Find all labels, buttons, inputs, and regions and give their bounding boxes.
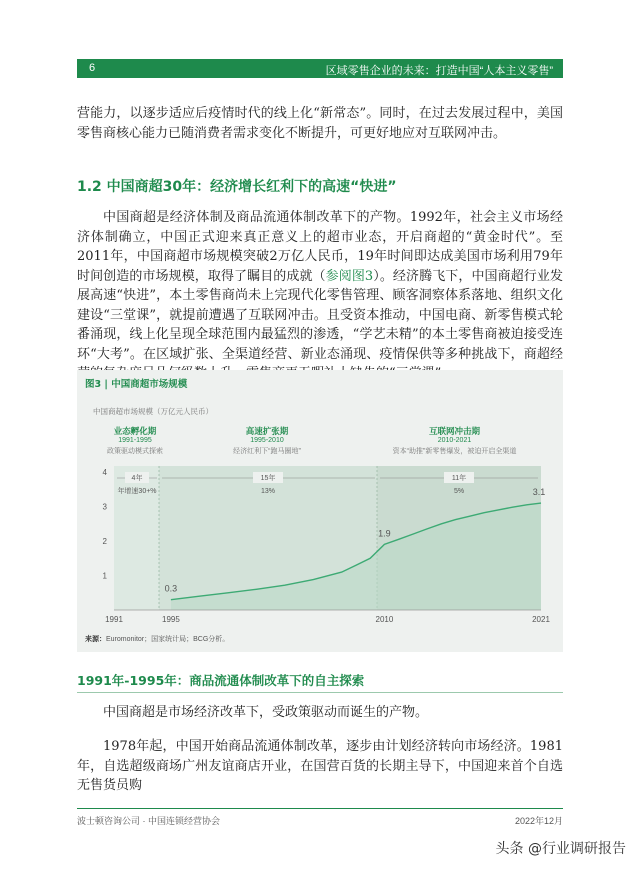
subsection-underline xyxy=(77,692,563,693)
watermark: 头条 @行业调研报告 xyxy=(495,841,626,857)
phase-1-desc: 政策驱动模式探索 xyxy=(107,448,163,455)
phase-2-duration: 15年 xyxy=(260,475,276,482)
phase-2-growth: 13% xyxy=(260,488,276,495)
x-tick-label: 1995 xyxy=(162,615,180,624)
x-tick-label: 2021 xyxy=(532,615,550,624)
header-title: 区域零售企业的未来：打造中国“人本主义零售” xyxy=(325,65,553,77)
y-tick-label: 4 xyxy=(102,468,107,477)
source-text: Euromonitor；国家统计局；BCG分析。 xyxy=(106,636,230,643)
figure-title: 图3 | 中国商超市场规模 xyxy=(85,379,188,390)
figure-source xyxy=(85,634,229,644)
x-axis-ticks xyxy=(105,615,550,624)
sub-paragraph-1: 中国商超是市场经济改革下，受政策驱动而诞生的产物。 xyxy=(103,705,429,720)
phase-3-growth: 5% xyxy=(453,488,465,495)
phase-3-name: 互联网冲击期 xyxy=(428,426,480,436)
phase-1-duration: 4年 xyxy=(131,475,143,482)
footer-divider xyxy=(77,808,563,809)
market-size-figure xyxy=(77,370,563,652)
y-axis-label: 中国商超市场规模（万亿元人民币） xyxy=(93,407,213,416)
sub-paragraph-2: 1978年起，中国开始商品流通体制改革，逐步由计划经济转向市场经济。1981年，自选超级商场广州友谊商店开业，在国营百货的长期主导下，中国迎来首个自选无售货员购 xyxy=(77,739,563,793)
y-tick-label: 2 xyxy=(102,537,107,546)
footer-publisher: 波士顿咨询公司 · 中国连锁经营协会 xyxy=(77,816,220,826)
paragraph-text-1: 中国商超是经济体制及商品流通体制改革下的产物。1992年，社会主义市场经济体制确立，中国正式迎来真正意义上的超市业态，开启商超的“黄金时代”。至2011年，中国商超市场规模突破2万亿人民币，19年时间即达成美国市场利用79年时间创造的市场规模，取得了瞩目的成就（ xyxy=(77,210,563,284)
phase-3-years: 2010-2021 xyxy=(437,437,472,444)
subsection-title: 1991年-1995年：商品流通体制改革下的自主探索 xyxy=(77,673,365,688)
footer-date: 2022年12月 xyxy=(514,816,563,826)
market-size-chart xyxy=(77,370,563,652)
phase-2-desc: 经济红利下“跑马圈地” xyxy=(233,448,301,455)
phase-1-years: 1991-1995 xyxy=(118,437,152,444)
phase-2-name: 高速扩张期 xyxy=(245,426,289,436)
phase-1-name: 业态孵化期 xyxy=(113,426,157,436)
source-label: 来源： xyxy=(85,636,106,643)
phase-3-desc: 资本“助推”新零售爆发，被迫开启全渠道 xyxy=(392,448,517,455)
y-tick-label: 3 xyxy=(102,502,107,512)
phase-3-duration: 11年 xyxy=(451,475,467,482)
data-label-1995: 0.3 xyxy=(164,583,178,594)
y-tick-label: 1 xyxy=(102,571,107,581)
phase-1-growth: 年增速30+% xyxy=(117,488,157,495)
page-number: 6 xyxy=(89,62,96,74)
paragraph-text-2: ）。经济腾飞下，中国商超行业发展高速“快进”，本土零售商尚未上完现代化零售管理、顾客洞察体系落地、组织文化建设“三堂课”，就提前遭遇了互联网冲击。且受资本推动，中国电商、新零售模式轮番涌现，线上化呈现全球范围内最猛烈的渗透，“学艺未精”的本土零售商被迫接受连环“大考”。在区域扩张、全渠道经营、新业态涌现、疫情保供等多种挑战下，商超经 xyxy=(77,268,563,362)
x-tick-label: 2010 xyxy=(375,615,394,624)
page-header xyxy=(77,59,563,78)
x-tick-label: 1991 xyxy=(105,615,123,624)
phase-2-years: 1995-2010 xyxy=(250,437,284,444)
section-paragraph xyxy=(77,208,563,384)
data-label-2021: 3.1 xyxy=(532,487,546,498)
intro-paragraph: 营能力，以逐步适应后疫情时代的线上化“新常态”。同时，在过去发展过程中，美国零售商核心能力已随消费者需求变化不断提升，可更好地应对互联网冲击。 xyxy=(77,106,563,141)
section-title: 1.2 中国商超30年：经济增长红利下的高速“快进” xyxy=(77,179,397,195)
data-label-2010: 1.9 xyxy=(378,528,391,539)
figure-reference-link[interactable]: 参阅图3 xyxy=(325,268,374,284)
y-axis-ticks xyxy=(103,468,108,581)
